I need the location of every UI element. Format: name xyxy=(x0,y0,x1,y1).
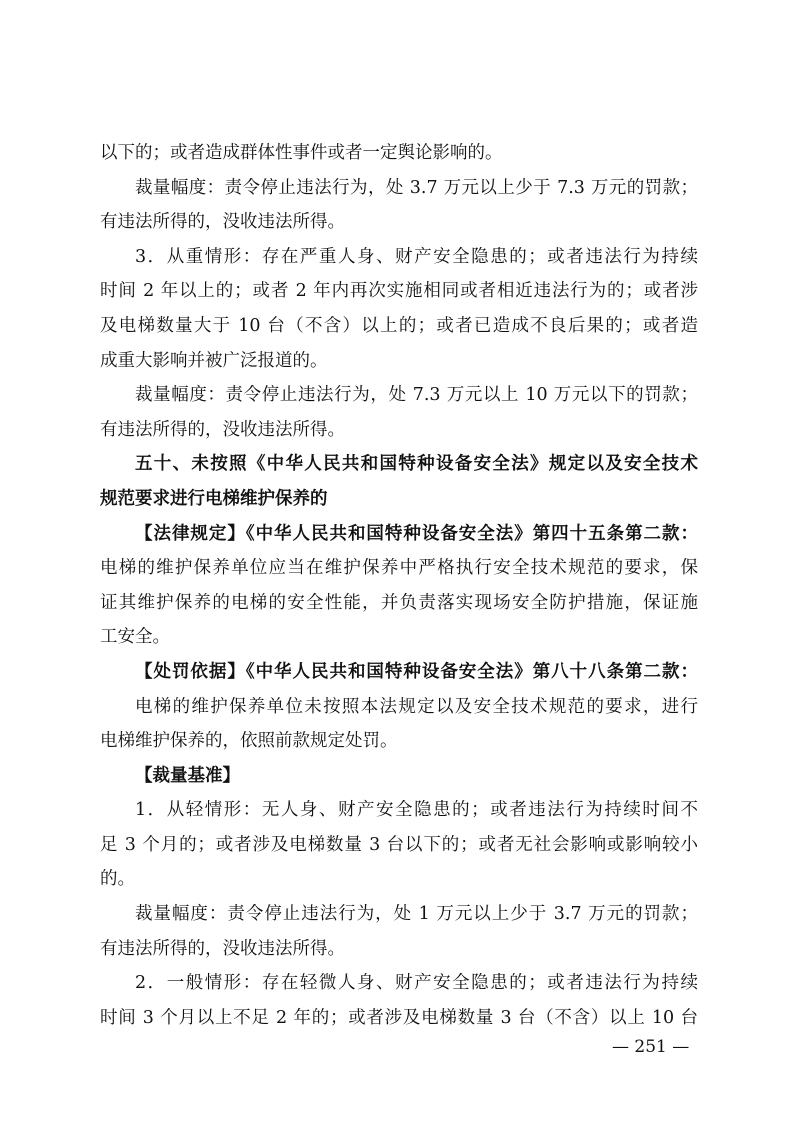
section-heading-line: 五十、未按照《中华人民共和国特种设备安全法》规定以及安全技术 xyxy=(135,454,698,475)
text-line: 电梯的维护保养单位应当在维护保养中严格执行安全技术规范的要求，保 xyxy=(100,558,698,579)
text-line: 裁量幅度：责令停止违法行为，处 3.7 万元以上少于 7.3 万元的罚款； xyxy=(135,177,698,198)
page-number: — 251 — xyxy=(612,1037,690,1057)
text-line: 时间 3 个月以上不足 2 年的；或者涉及电梯数量 3 台（不含）以上 10 台 xyxy=(100,1007,698,1028)
penalty-basis-heading: 【处罚依据】《中华人民共和国特种设备安全法》第八十八条第二款： xyxy=(135,661,698,682)
discretion-standard-heading: 【裁量基准】 xyxy=(135,765,240,786)
text-line: 有违法所得的，没收违法所得。 xyxy=(100,938,345,959)
text-line: 证其维护保养的电梯的安全性能，并负责落实现场安全防护措施，保证施 xyxy=(100,592,698,613)
section-heading-line: 规范要求进行电梯维护保养的 xyxy=(100,488,328,509)
text-line: 的。 xyxy=(100,869,135,890)
text-line: 有违法所得的，没收违法所得。 xyxy=(100,212,345,233)
text-line: 2．一般情形：存在轻微人身、财产安全隐患的；或者违法行为持续 xyxy=(135,973,698,994)
text-line: 电梯维护保养的，依照前款规定处罚。 xyxy=(100,731,398,752)
text-line: 工安全。 xyxy=(100,627,170,648)
text-line: 及电梯数量大于 10 台（不含）以上的；或者已造成不良后果的；或者造 xyxy=(100,315,698,336)
text-line: 1．从轻情形：无人身、财产安全隐患的；或者违法行为持续时间不 xyxy=(135,800,698,821)
document-body xyxy=(100,136,698,1035)
text-line: 成重大影响并被广泛报道的。 xyxy=(100,350,328,371)
text-line: 以下的；或者造成群体性事件或者一定舆论影响的。 xyxy=(100,143,503,163)
text-line: 电梯的维护保养单位未按照本法规定以及安全技术规范的要求，进行 xyxy=(135,696,698,717)
text-line: 时间 2 年以上的；或者 2 年内再次实施相同或者相近违法行为的；或者涉 xyxy=(100,281,698,302)
text-line: 裁量幅度：责令停止违法行为，处 7.3 万元以上 10 万元以下的罚款； xyxy=(135,385,698,406)
text-line: 裁量幅度：责令停止违法行为，处 1 万元以上少于 3.7 万元的罚款； xyxy=(135,904,698,925)
text-line: 足 3 个月的；或者涉及电梯数量 3 台以下的；或者无社会影响或影响较小 xyxy=(100,834,698,855)
text-line: 有违法所得的，没收违法所得。 xyxy=(100,419,345,440)
law-provision-heading: 【法律规定】《中华人民共和国特种设备安全法》第四十五条第二款： xyxy=(135,523,698,544)
text-line: 3．从重情形：存在严重人身、财产安全隐患的；或者违法行为持续 xyxy=(135,246,698,267)
